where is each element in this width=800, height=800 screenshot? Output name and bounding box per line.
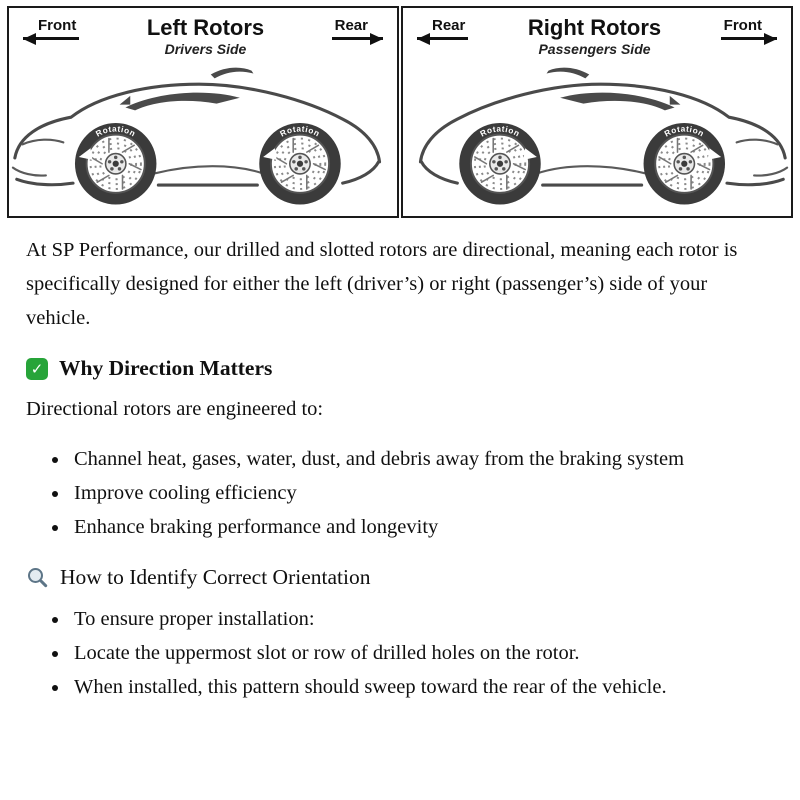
list-item: • Enhance braking performance and longevity xyxy=(70,510,774,544)
rear-rotor-icon xyxy=(259,123,340,204)
rotation-label: Rotation xyxy=(278,124,322,139)
orientation-list xyxy=(26,602,774,704)
rear-rotor-icon xyxy=(459,123,540,204)
car-illustration-right xyxy=(403,59,791,216)
list-item: • When installed, this pattern should sweep toward the rear of the vehicle. xyxy=(70,670,774,704)
front-label-text: Front xyxy=(38,17,77,34)
front-rotor-icon xyxy=(75,123,156,204)
right-rotors-panel xyxy=(401,6,793,218)
panel-title: Left Rotors xyxy=(146,15,265,40)
list-item: • Locate the uppermost slot or row of drilled holes on the rotor. xyxy=(70,636,774,670)
section-heading-identify-orientation xyxy=(26,565,774,590)
search-icon xyxy=(26,566,49,589)
rotor-direction-diagram xyxy=(7,6,793,218)
heading-text: How to Identify Correct Orientation xyxy=(60,564,371,589)
left-rotors-panel xyxy=(7,6,399,218)
rear-label-text: Rear xyxy=(432,17,466,34)
rear-arrow-label xyxy=(417,17,468,41)
left-panel-title-block xyxy=(147,15,264,59)
panel-subtitle: Drivers Side xyxy=(164,41,247,57)
rotation-label: Rotation xyxy=(478,124,522,139)
list-item: • Improve cooling efficiency xyxy=(70,476,774,510)
front-arrow-label xyxy=(721,17,777,41)
check-icon xyxy=(26,358,48,380)
section-heading-direction-matters xyxy=(26,356,774,381)
list-item: • Channel heat, gases, water, dust, and debris away from the braking system xyxy=(70,442,774,476)
benefits-list xyxy=(26,442,774,544)
front-arrow-label xyxy=(23,17,79,41)
left-panel-header xyxy=(9,8,397,59)
lead-paragraph: Directional rotors are engineered to: xyxy=(26,398,324,421)
rear-label-text: Rear xyxy=(334,17,368,34)
right-panel-header xyxy=(403,8,791,59)
front-label-text: Front xyxy=(723,17,762,34)
rotation-label: Rotation xyxy=(662,124,706,139)
heading-text: Why Direction Matters xyxy=(59,356,273,381)
article-body xyxy=(0,218,800,704)
car-illustration-left xyxy=(9,59,397,216)
rotation-label: Rotation xyxy=(94,124,138,139)
list-item: • To ensure proper installation: xyxy=(70,602,774,636)
front-rotor-icon xyxy=(644,123,725,204)
rear-arrow-label xyxy=(332,17,383,41)
panel-subtitle: Passengers Side xyxy=(538,41,651,57)
intro-paragraph: At SP Performance, our drilled and slotted rotors are directional, meaning each rotor is specifically designed for either the left (driver’s) or right (passenger’s) side of your vehicle. xyxy=(26,239,738,330)
panel-title: Right Rotors xyxy=(527,15,662,40)
right-panel-title-block xyxy=(528,15,661,59)
